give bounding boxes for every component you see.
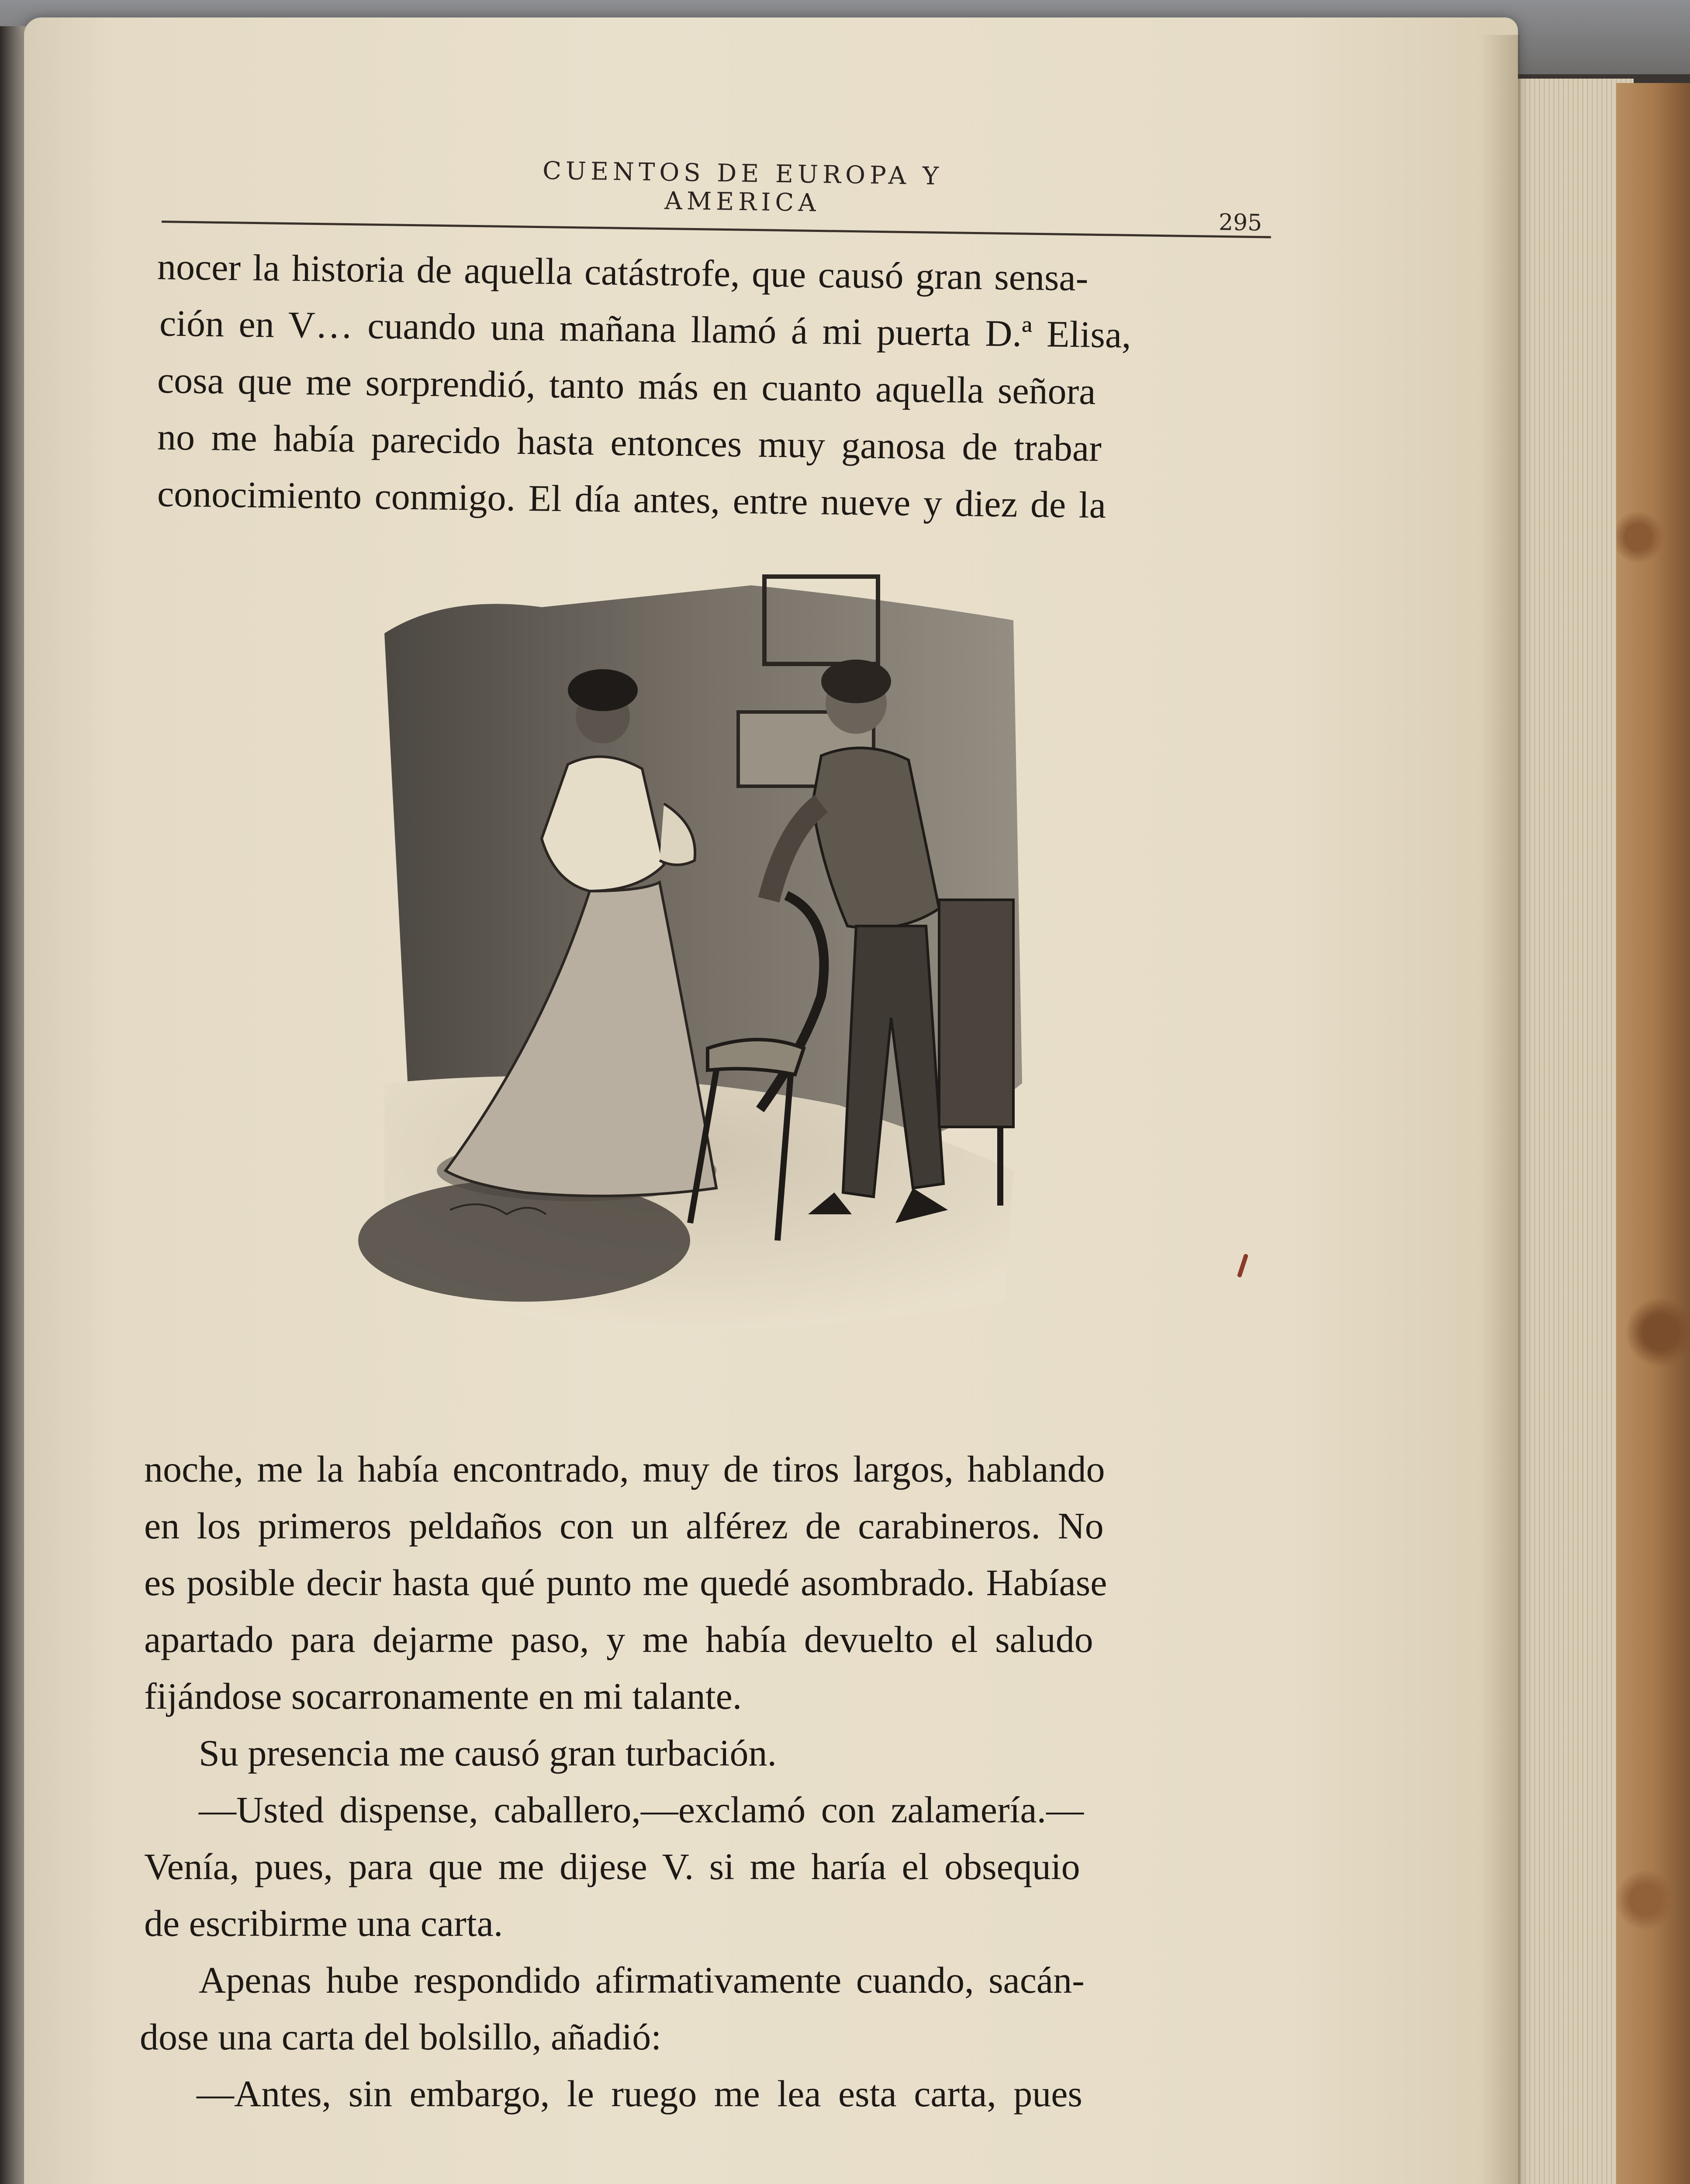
text-line: nocer la historia de aquella catástrofe, que causó gran sensa- <box>157 245 1089 299</box>
text-line: en los primeros peldaños con un alférez de carabineros. No <box>144 1505 1104 1547</box>
text-line: cosa que me sorprendió, tanto más en cuanto aquella señora <box>157 359 1096 413</box>
text-line: Su presencia me causó gran turbación. <box>199 1732 777 1774</box>
text-line: no me había parecido hasta entonces muy ganosa de trabar <box>157 415 1102 470</box>
text-line: es posible decir hasta qué punto me quedé asombrado. Habíase <box>144 1562 1107 1603</box>
facing-page-edge <box>0 26 26 2184</box>
page-gutter-shadow <box>1481 35 1520 2184</box>
text-line: Venía, pues, para que me dijese V. si me haría el obsequio <box>144 1845 1080 1887</box>
engraving-illustration <box>358 559 1048 1354</box>
page-number: 295 <box>1218 209 1262 236</box>
text-line: —Usted dispense, caballero,—exclamó con zalamería.— <box>199 1789 1084 1831</box>
book-cover-board <box>1616 83 1690 2184</box>
text-line: apartado para dejarme paso, y me había devuelto el saludo <box>144 1618 1093 1660</box>
text-line: de escribirme una carta. <box>144 1902 503 1944</box>
running-head: CUENTOS DE EUROPA Y AMERICA <box>542 156 943 218</box>
text-line: fijándose socarronamente en mi talante. <box>144 1675 742 1717</box>
text-line: noche, me la había encontrado, muy de tiros largos, hablando <box>144 1448 1105 1490</box>
text-line: conocimiento conmigo. El día antes, entre nueve y diez de la <box>157 472 1106 526</box>
text-line: dose una carta del bolsillo, añadió: <box>140 2016 662 2058</box>
book-page-edges <box>1503 79 1634 2184</box>
text-line: ción en V… cuando una mañana llamó á mi puerta D.ª Elisa, <box>159 302 1132 356</box>
text-line: —Antes, sin embargo, le ruego me lea esta carta, pues <box>197 2073 1082 2115</box>
text-line: Apenas hube respondido afirmativamente cuando, sacán- <box>199 1959 1085 2001</box>
